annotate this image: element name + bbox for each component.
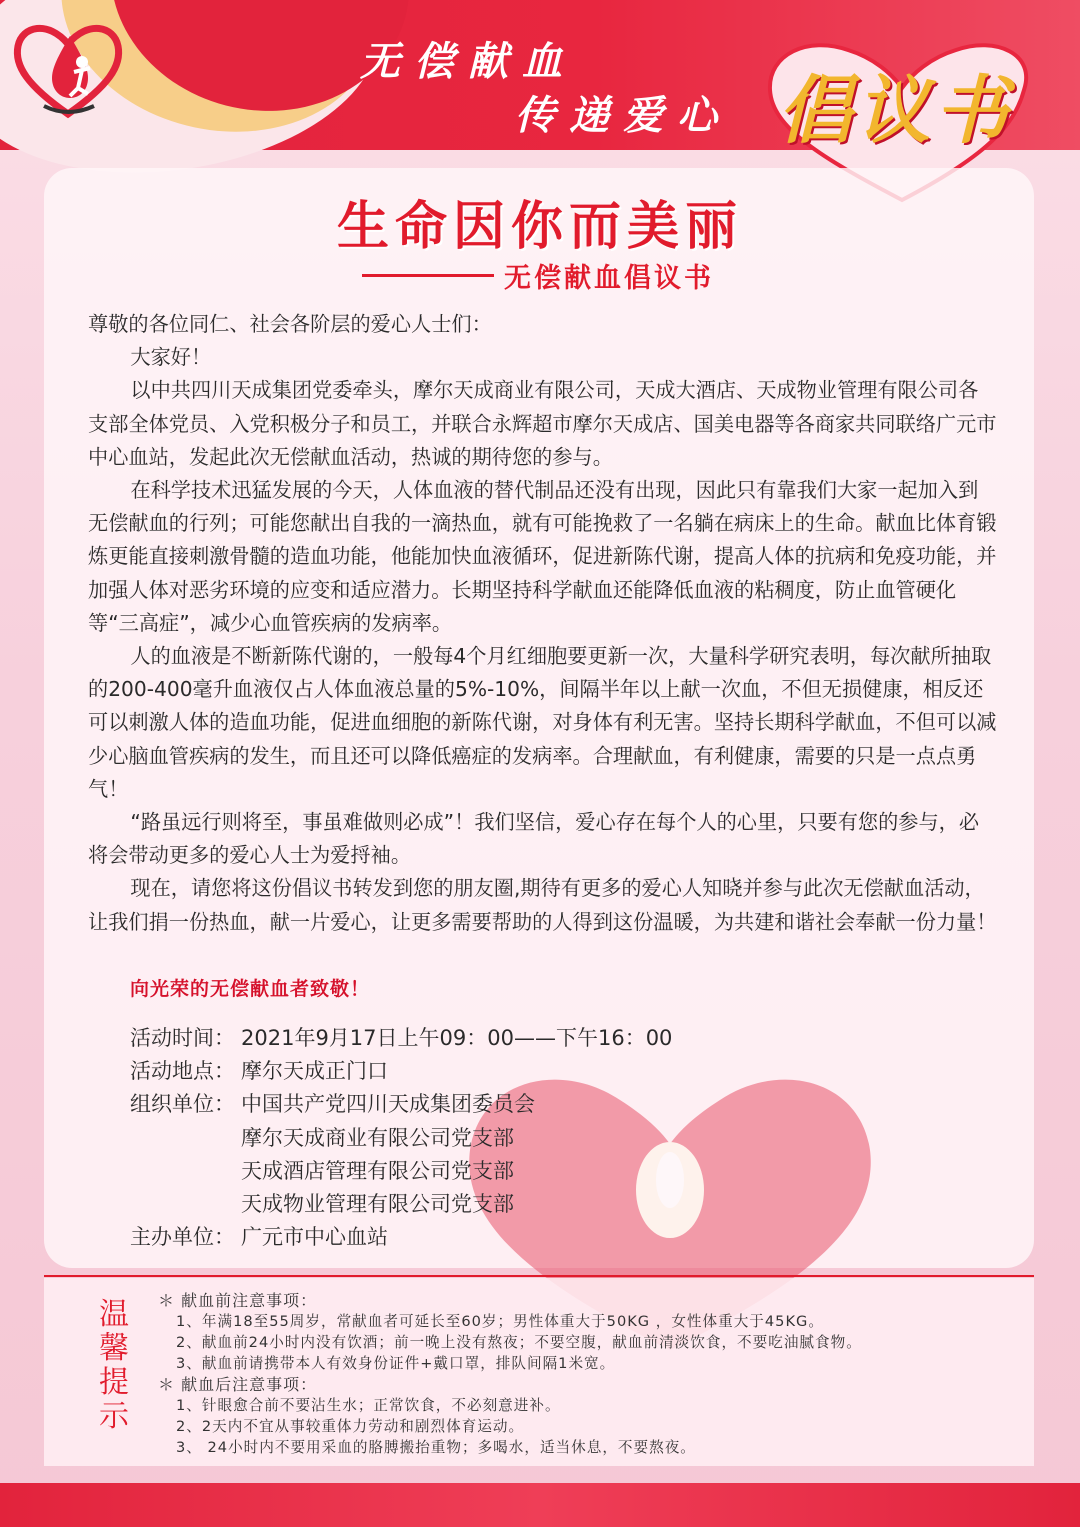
after-donation-heading: ＊ 献血后注意事项： xyxy=(158,1375,318,1394)
after-donation-item: 1、针眼愈合前不要沾生水；正常饮食，不必刻意进补。 xyxy=(176,1397,561,1414)
before-donation-heading: ＊ 献血前注意事项： xyxy=(158,1291,318,1310)
paragraph: 在科学技术迅猛发展的今天，人体血液的替代制品还没有出现，因此只有靠我们大家一起加入到无偿献血的行列；可能您献出自我的一滴热血，就有可能挽救了一名躺在病床上的生命。献血比体育锻炼更能直接刺激骨髓的造血功能，他能加快血液循环，促进新陈代谢，提高人体的抗病和免疫功能，并加强人体对恶劣环境的应变和适应潜力。长期坚持科学献血还能降低血液的粘稠度，防止血管硬化等“三高症”，减少心血管疾病的发病率。 xyxy=(88,478,997,635)
subtitle-row xyxy=(362,256,714,295)
event-host-row xyxy=(130,1221,672,1254)
greeting: 尊敬的各位同仁、社会各阶层的爱心人士们： xyxy=(88,312,492,336)
organizer-list xyxy=(241,1088,535,1221)
paragraph: “路虽远行则将至，事虽难做则必成”！我们坚信，爱心存在每个人的心里，只要有您的参与，必将会带动更多的爱心人士为爱捋袖。 xyxy=(88,810,980,868)
footer-band xyxy=(0,1483,1080,1527)
event-time-label: 活动时间： xyxy=(130,1026,235,1050)
before-donation-item: 3、献血前请携带本人有效身份证件+戴口罩，排队间隔1米宽。 xyxy=(176,1355,616,1372)
event-time: 2021年9月17日上午09：00——下午16：00 xyxy=(241,1026,673,1050)
event-place-row xyxy=(130,1055,672,1088)
organizer: 中国共产党四川天成集团委员会 xyxy=(241,1092,535,1117)
proposal-badge: 倡议书 xyxy=(778,68,1012,154)
before-donation-item: 1、年满18至55周岁，常献血者可延长至60岁；男性体重大于50KG ，女性体重大于45KG。 xyxy=(176,1313,824,1330)
organizer: 天成酒店管理有限公司党支部 xyxy=(241,1158,514,1183)
slogan-line-1: 无偿献血 xyxy=(360,38,576,85)
organizer: 摩尔天成商业有限公司党支部 xyxy=(241,1125,514,1150)
event-host-label: 主办单位： xyxy=(130,1225,235,1250)
event-organizers-row xyxy=(130,1088,672,1221)
event-time-row xyxy=(130,1022,672,1055)
hello: 大家好！ xyxy=(130,345,212,370)
salute-line: 向光荣的无偿献血者致敬！ xyxy=(130,978,371,1000)
paragraph: 现在，请您将这份倡议书转发到您的朋友圈,期待有更多的爱心人知晓并参与此次无偿献血活动，让我们捐一份热血，献一片爱心，让更多需要帮助的人得到这份温暖，为共建和谐社会奉献一份力量！ xyxy=(88,876,997,934)
event-place-label: 活动地点： xyxy=(130,1059,235,1084)
tips-label xyxy=(94,1298,134,1434)
tips-label-char: 馨 xyxy=(99,1331,129,1366)
after-donation-item: 2、2天内不宜从事较重体力劳动和剧烈体育运动。 xyxy=(176,1418,525,1435)
subtitle-dash xyxy=(362,274,494,277)
after-donation-item: 3、 24小时内不要用采血的胳膊搬抬重物；多喝水，适当休息，不要熬夜。 xyxy=(176,1439,696,1456)
tips-label-char: 提 xyxy=(99,1365,129,1400)
proposal-body xyxy=(88,308,998,939)
event-info xyxy=(130,1022,672,1254)
event-place: 摩尔天成正门口 xyxy=(241,1059,388,1084)
paragraph: 人的血液是不断新陈代谢的，一般每4个月红细胞要更新一次，大量科学研究表明，每次献所抽取的200-400毫升血液仅占人体血液总量的5%-10%，间隔半年以上献一次血，不但无损健康，相反还可以刺激人体的造血功能，促进血细胞的新陈代谢，对身体有利无害。坚持长期科学献血，不但可以减少心脑血管疾病的发生，而且还可以降低癌症的发病率。合理献血，有利健康，需要的只是一点点勇气！ xyxy=(88,644,997,801)
before-donation-item: 2、献血前24小时内没有饮酒；前一晚上没有熬夜；不要空腹，献血前清淡饮食，不要吃油腻食物。 xyxy=(176,1334,862,1351)
slogan-line-2: 传递爱心 xyxy=(515,92,731,139)
organizer: 天成物业管理有限公司党支部 xyxy=(241,1192,514,1217)
event-host: 广元市中心血站 xyxy=(241,1225,388,1250)
tips-label-char: 温 xyxy=(99,1297,129,1332)
tips-label-char: 示 xyxy=(99,1399,129,1434)
event-organizers-label: 组织单位： xyxy=(130,1092,235,1117)
paragraph: 以中共四川天成集团党委牵头，摩尔天成商业有限公司，天成大酒店、天成物业管理有限公司各支部全体党员、入党积极分子和员工，并联合永辉超市摩尔天成店、国美电器等各商家共同联络广元市中心血站，发起此次无偿献血活动，热诚的期待您的参与。 xyxy=(88,378,997,469)
tips-content xyxy=(158,1290,1018,1458)
tips-divider xyxy=(44,1275,1034,1277)
blood-donation-logo-icon xyxy=(8,14,128,124)
page-subtitle: 无偿献血倡议书 xyxy=(504,263,714,294)
page-title: 生命因你而美丽 xyxy=(336,197,743,257)
